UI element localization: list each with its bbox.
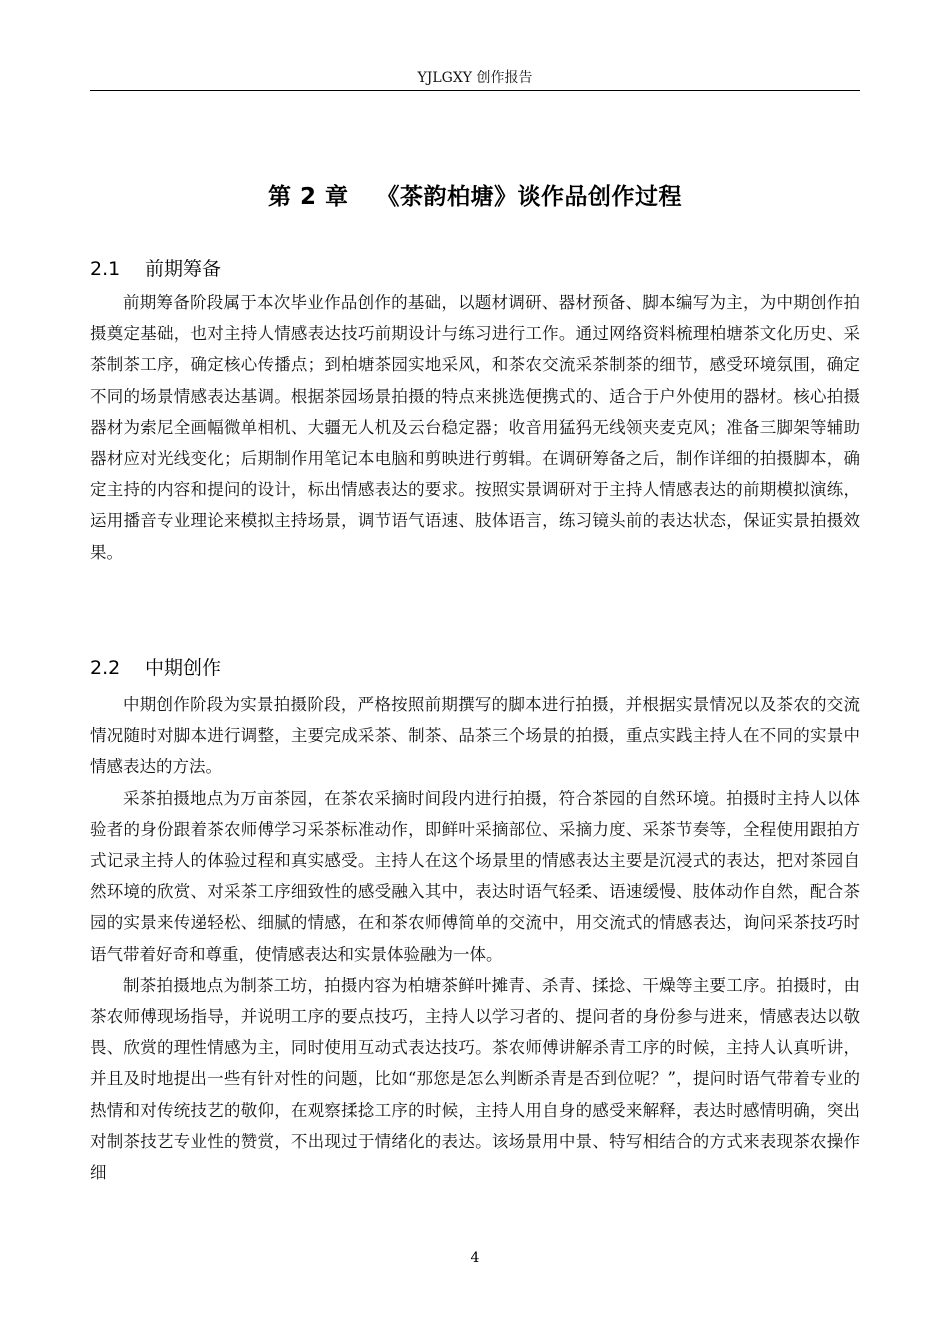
paragraph: 前期筹备阶段属于本次毕业作品创作的基础，以题材调研、器材预备、脚本编写为主，为中期创作拍摄奠定基础，也对主持人情感表达技巧前期设计与练习进行工作。通过网络资料梳理柏塘茶文化历史、采茶制茶工序，确定核心传播点；到柏塘茶园实地采风，和茶农交流采茶制茶的细节，感受环境氛围，确定不同的场景情感表达基调。根据茶园场景拍摄的特点来挑选便携式的、适合于户外使用的器材。核心拍摄器材为索尼全画幅微单相机、大疆无人机及云台稳定器；收音用猛犸无线领夹麦克风；准备三脚架等辅助器材应对光线变化；后期制作用笔记本电脑和剪映进行剪辑。在调研筹备之后，制作详细的拍摄脚本，确定主持的内容和提问的设计，标出情感表达的要求。按照实景调研对于主持人情感表达的前期模拟演练，运用播音专业理论来模拟主持场景，调节语气语速、肢体语言，练习镜头前的表达状态，保证实景拍摄效果。 (90, 293, 860, 562)
chapter-name: 《茶韵柏塘》谈作品创作过程 (376, 184, 683, 210)
header-divider (90, 90, 860, 91)
paragraph: 制茶拍摄地点为制茶工坊，拍摄内容为柏塘茶鲜叶摊青、杀青、揉捻、干燥等主要工序。拍摄时，由茶农师傅现场指导，并说明工序的要点技巧，主持人以学习者的、提问者的身份参与进来，情感表达以敬畏、欣赏的理性情感为主，同时使用互动式表达技巧。茶农师傅讲解杀青工序的时候，主持人认真听讲，并且及时地提出一些有针对性的问题，比如“那您是怎么判断杀青是否到位呢？”，提问时语气带着专业的热情和对传统技艺的敬仰，在观察揉捻工序的时候，主持人用自身的感受来解释，表达时感情明确，突出对制茶技艺专业性的赞赏，不出现过于情绪化的表达。该场景用中景、特写相结合的方式来表现茶农操作细 (90, 975, 860, 1183)
section-number: 2.1 (90, 258, 121, 280)
running-header: YJLGXY 创作报告 (417, 70, 533, 86)
section-number: 2.2 (90, 657, 121, 679)
section-title: 前期筹备 (145, 258, 222, 280)
section-heading-2-1 (90, 254, 221, 281)
section-body-2-2 (90, 689, 860, 1188)
paragraph: 中期创作阶段为实景拍摄阶段，严格按照前期撰写的脚本进行拍摄，并根据实景情况以及茶农的交流情况随时对脚本进行调整，主要完成采茶、制茶、品茶三个场景的拍摄，重点实践主持人在不同的实景中情感表达的方法。 (90, 695, 860, 777)
chapter-title (90, 178, 860, 211)
page-number: 4 (470, 1250, 480, 1266)
section-heading-2-2 (90, 653, 221, 680)
paragraph: 采茶拍摄地点为万亩茶园，在茶农采摘时间段内进行拍摄，符合茶园的自然环境。拍摄时主持人以体验者的身份跟着茶农师傅学习采茶标准动作，即鲜叶采摘部位、采摘力度、采茶节奏等，全程使用跟拍方式记录主持人的体验过程和真实感受。主持人在这个场景里的情感表达主要是沉浸式的表达，把对茶园自然环境的欣赏、对采茶工序细致性的感受融入其中，表达时语气轻柔、语速缓慢、肢体动作自然，配合茶园的实景来传递轻松、细腻的情感，在和茶农师傅简单的交流中，用交流式的情感表达，询问采茶技巧时语气带着好奇和尊重，使情感表达和实景体验融为一体。 (90, 788, 860, 964)
chapter-number: 第 2 章 (267, 184, 349, 210)
section-body-2-1 (90, 287, 860, 568)
section-title: 中期创作 (145, 657, 222, 679)
